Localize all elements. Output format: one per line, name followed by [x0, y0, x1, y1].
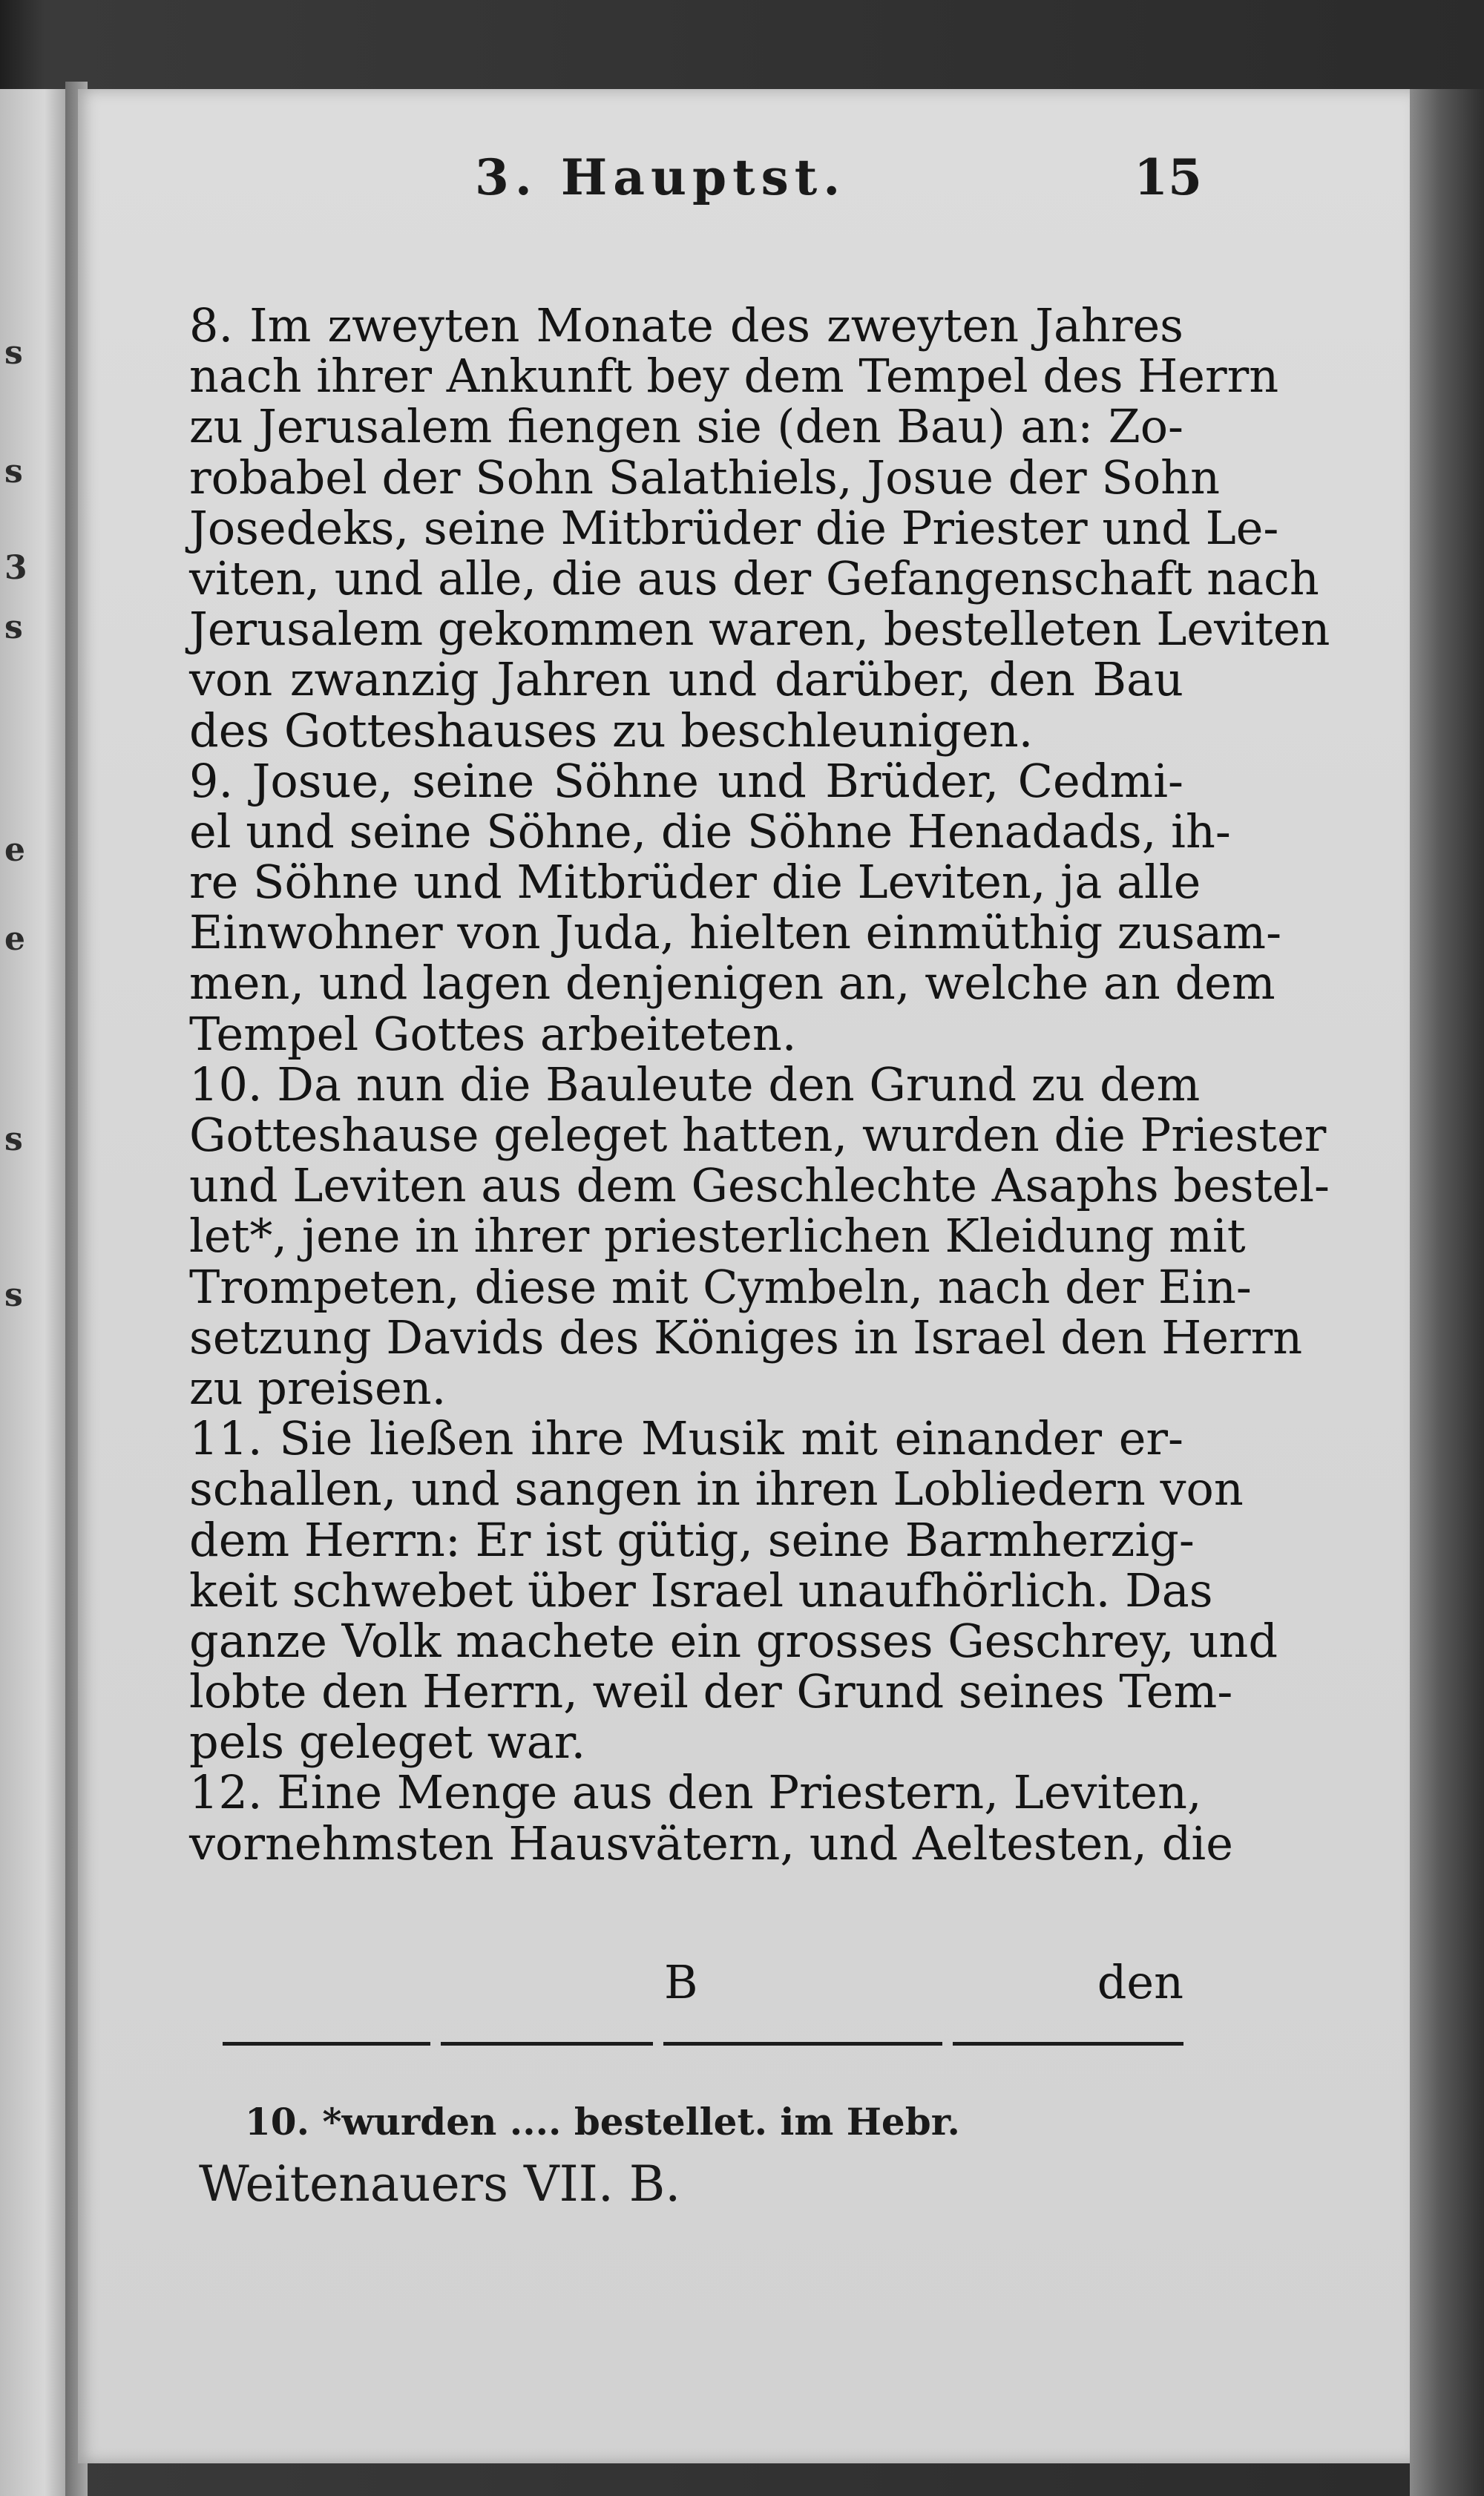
text-line: el und seine Söhne, die Söhne Henadads, ih-: [189, 804, 1231, 858]
text-line: und Leviten aus dem Geschlechte Asaphs bestel-: [189, 1158, 1330, 1213]
left-page-fragment: e: [4, 831, 25, 869]
page-header: [401, 134, 1202, 215]
volume-imprint: Weitenauers VII. B.: [199, 2155, 681, 2213]
text-line: schallen, und sangen in ihren Lobliedern von: [189, 1462, 1244, 1517]
text-line: Josedeks, seine Mitbrüder die Priester und Le-: [189, 500, 1279, 555]
text-line: des Gotteshauses zu beschleunigen.: [189, 703, 1034, 758]
catchword: den: [1097, 1955, 1183, 2009]
page-stack-edge: [1410, 89, 1484, 2496]
text-line: Jerusalem gekommen waren, bestelleten Leviten: [189, 602, 1330, 657]
left-page-fragment: e: [4, 920, 25, 958]
text-line: zu Jerusalem fiengen sie (den Bau) an: Zo-: [189, 399, 1183, 454]
previous-page-edge: [0, 89, 74, 2496]
text-line: dem Herrn: Er ist gütig, seine Barmherzig-: [189, 1512, 1195, 1567]
text-line: let*, jene in ihrer priesterlichen Kleidung mit: [189, 1209, 1246, 1264]
text-line: men, und lagen denjenigen an, welche an dem: [189, 956, 1275, 1011]
text-line: keit schwebet über Israel unaufhörlich. Das: [189, 1563, 1213, 1618]
text-line: pels geleget war.: [189, 1715, 586, 1770]
running-title: 3. Hauptst.: [475, 148, 847, 206]
text-line: 10. Da nun die Bauleute den Grund zu dem: [189, 1057, 1201, 1111]
footnote: 10. *wurden .... bestellet. im Hebr.: [245, 2100, 960, 2144]
text-line: 8. Im zweyten Monate des zweyten Jahres: [189, 298, 1183, 352]
text-line: Einwohner von Juda, hielten einmüthig zusam-: [189, 905, 1282, 960]
text-line: ganze Volk machete ein grosses Geschrey, und: [189, 1613, 1278, 1668]
text-line: von zwanzig Jahren und darüber, den Bau: [189, 652, 1183, 707]
left-page-fragment: 3: [4, 549, 27, 587]
left-page-fragment: s: [4, 1276, 23, 1314]
body-text: [189, 298, 1330, 1871]
rule-break: [942, 2039, 953, 2048]
rule-break: [653, 2039, 663, 2048]
text-line: zu preisen.: [189, 1360, 447, 1415]
text-line: setzung Davids des Königes in Israel den Herrn: [189, 1310, 1303, 1364]
left-page-fragment: s: [4, 1120, 23, 1158]
text-line: Tempel Gottes arbeiteten.: [189, 1006, 797, 1061]
rule-break: [430, 2039, 441, 2048]
text-line: re Söhne und Mitbrüder die Leviten, ja alle: [189, 855, 1201, 910]
text-line: nach ihrer Ankunft bey dem Tempel des Herrn: [189, 349, 1279, 404]
signature-line: [189, 1955, 1183, 2007]
footnote-rule: [223, 2042, 1183, 2046]
text-line: 11. Sie ließen ihre Musik mit einander er-: [189, 1411, 1183, 1466]
left-page-fragment: s: [4, 608, 23, 646]
text-line: vornehmsten Hausvätern, und Aeltesten, die: [189, 1816, 1233, 1871]
signature-mark: B: [664, 1955, 698, 2009]
text-line: Gotteshause geleget hatten, wurden die Priester: [189, 1108, 1327, 1162]
left-page-fragment: s: [4, 453, 23, 490]
page-number: 15: [1134, 148, 1202, 206]
text-line: 9. Josue, seine Söhne und Brüder, Cedmi-: [189, 753, 1183, 808]
left-page-fragment: s: [4, 334, 23, 372]
text-line: robabel der Sohn Salathiels, Josue der Sohn: [189, 450, 1221, 505]
text-line: lobte den Herrn, weil der Grund seines Tem-: [189, 1664, 1233, 1719]
text-line: 12. Eine Menge aus den Priestern, Leviten,: [189, 1765, 1202, 1820]
text-line: viten, und alle, die aus der Gefangenschaft nach: [189, 551, 1319, 605]
text-line: Trompeten, diese mit Cymbeln, nach der Ein-: [189, 1259, 1252, 1314]
